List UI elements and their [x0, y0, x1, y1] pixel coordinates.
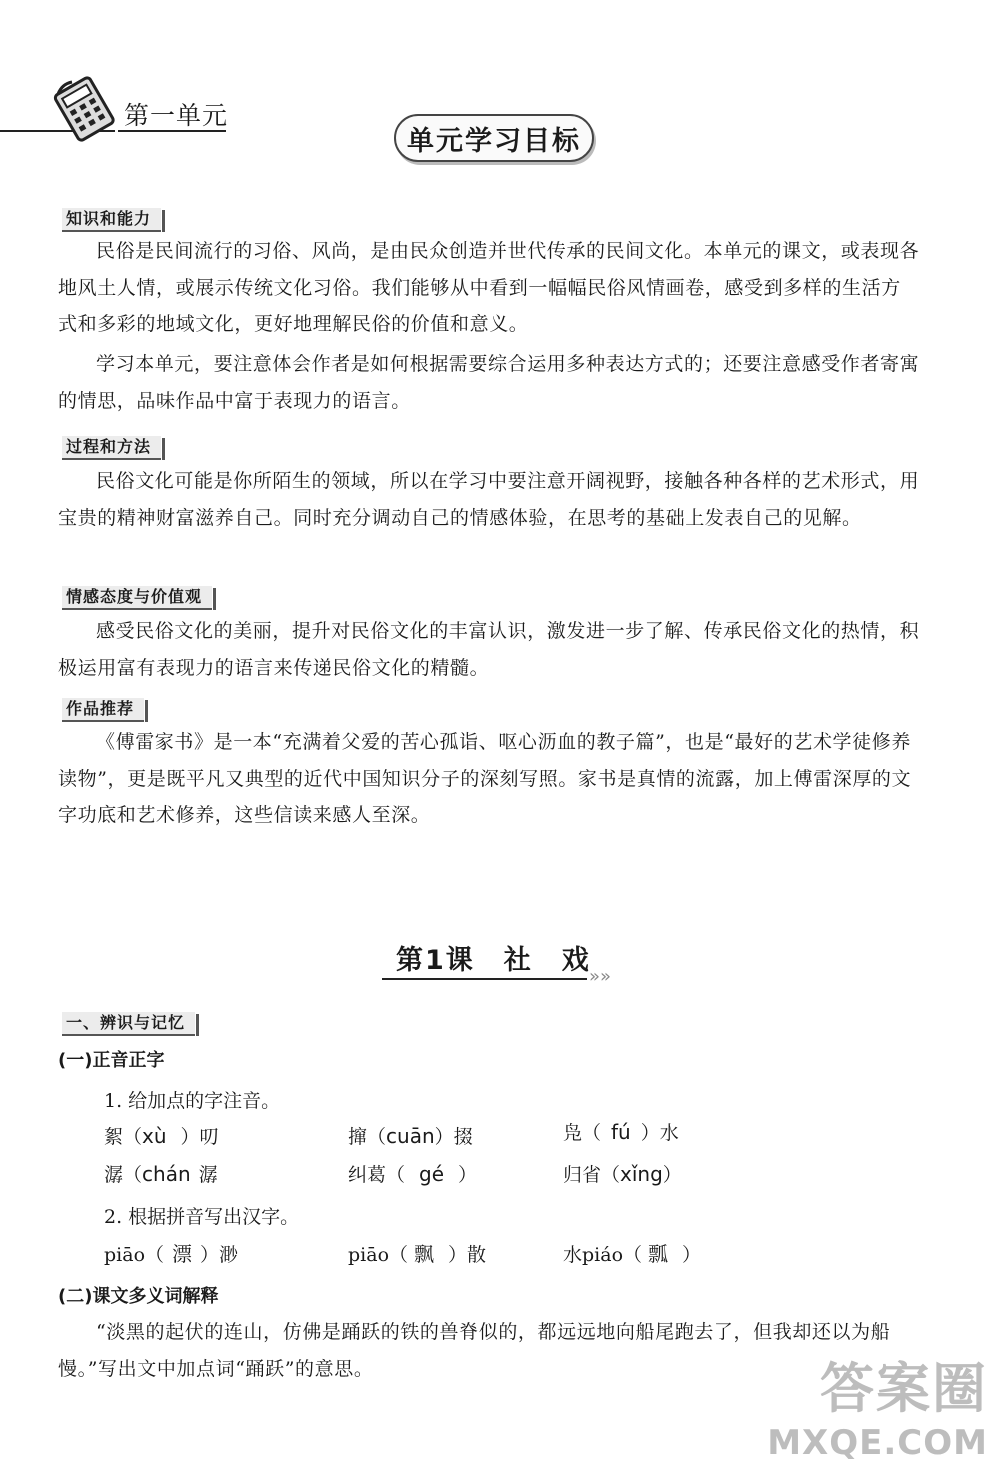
item-prefix: 潺（: [104, 1164, 143, 1186]
section-tag-recognition: 一、辨识与记忆: [62, 1012, 195, 1036]
item-answer: fú: [611, 1120, 631, 1144]
lesson-title-rule: [382, 978, 587, 980]
watermark: [767, 1346, 988, 1463]
item-prefix: 水piáo（: [563, 1244, 643, 1266]
item-answer: chán: [142, 1162, 191, 1186]
section-tag-knowledge: 知识和能力: [62, 208, 161, 232]
subheading-polysemy: (二)课文多义词解释: [58, 1286, 219, 1307]
item-prefix: piāo（: [348, 1244, 409, 1266]
item-answer: 飘: [414, 1242, 435, 1266]
item-prefix: 撺（: [348, 1126, 387, 1148]
section-tag-works: 作品推荐: [62, 698, 144, 722]
answer-item: [348, 1238, 486, 1267]
item-suffix: ）渺: [200, 1244, 239, 1266]
question-2: 2. 根据拼音写出汉字。: [104, 1206, 300, 1228]
calculator-notebook-icon: [50, 72, 122, 144]
goal-title: 单元学习目标: [394, 114, 594, 162]
item-suffix: ）: [662, 1164, 682, 1186]
lesson-title: 第1课 社 戏: [396, 945, 591, 976]
item-prefix: 絮（: [104, 1126, 143, 1148]
answer-item: [104, 1238, 238, 1267]
item-answer: gé: [419, 1162, 445, 1186]
knowledge-paragraph-2: 学习本单元，要注意体会作者是如何根据需要综合运用多种表达方式的；还要注意感受作者寄寓的情思，品味作品中富于表现力的语言。: [58, 353, 920, 412]
answer-item: [104, 1122, 219, 1149]
watermark-logo: 答案圈: [820, 1357, 988, 1420]
process-paragraph: 民俗文化可能是你所陌生的领域，所以在学习中要注意开阔视野，接触各种各样的艺术形式，用宝贵的精神财富滋养自己。同时充分调动自己的情感体验，在思考的基础上发表自己的见解。: [58, 470, 920, 529]
item-suffix: 潺: [198, 1164, 218, 1186]
works-paragraph: 《傅雷家书》是一本“充满着父爱的苦心孤诣、呕心沥血的教子篇”，也是“最好的艺术学徒修养读物”，更是既平凡又典型的近代中国知识分子的深刻写照。家书是真情的流露，加上傅雷深厚的文字功底和艺术修养，这些信读来感人至深。: [58, 731, 912, 826]
item-answer: 漂: [172, 1242, 193, 1266]
subheading-pronunciation: (一)正音正字: [58, 1050, 165, 1071]
item-answer: 瓢: [648, 1242, 669, 1266]
header-rule-2: [118, 130, 226, 132]
item-suffix: ）水: [640, 1122, 679, 1144]
question-1: 1. 给加点的字注音。: [104, 1090, 281, 1112]
item-prefix: 凫（: [563, 1122, 602, 1144]
item-answer: xù: [142, 1124, 167, 1148]
item-suffix: ）散: [448, 1244, 487, 1266]
answer-item: [563, 1160, 682, 1187]
item-prefix: 归省（: [563, 1164, 621, 1186]
item-prefix: 纠葛（: [348, 1164, 406, 1186]
unit-label: 第一单元: [124, 101, 229, 130]
emotion-paragraph: 感受民俗文化的美丽，提升对民俗文化的丰富认识，激发进一步了解、传承民俗文化的热情，积极运用富有表现力的语言来传递民俗文化的精髓。: [58, 620, 920, 679]
answer-item: [104, 1160, 218, 1187]
double-chevron-icon: »»: [589, 966, 612, 987]
question-3: “淡黑的起伏的连山，仿佛是踊跃的铁的兽脊似的，都远远地向船尾跑去了，但我却还以为船慢。”写出文中加点词“踊跃”的意思。: [58, 1321, 891, 1380]
answer-item: [348, 1160, 477, 1187]
item-answer: xǐng: [620, 1162, 663, 1186]
item-suffix: ）: [682, 1244, 702, 1266]
item-prefix: piāo（: [104, 1244, 165, 1266]
answer-item: [563, 1118, 679, 1145]
item-answer: cuān: [386, 1124, 435, 1148]
section-tag-emotion: 情感态度与价值观: [62, 586, 212, 610]
knowledge-paragraph-1: 民俗是民间流行的习俗、风尚，是由民众创造并世代传承的民间文化。本单元的课文，或表现各地风土人情，或展示传统文化习俗。我们能够从中看到一幅幅民俗风情画卷，感受到多样的生活方式和多彩的地域文化，更好地理解民俗的价值和意义。: [58, 240, 920, 335]
answer-item: [563, 1238, 701, 1267]
item-suffix: ）叨: [180, 1126, 219, 1148]
section-tag-process: 过程和方法: [62, 436, 161, 460]
answer-item: [348, 1122, 473, 1149]
watermark-site: MXQE.COM: [767, 1423, 988, 1463]
item-suffix: ）掇: [434, 1126, 473, 1148]
item-suffix: ）: [458, 1164, 478, 1186]
